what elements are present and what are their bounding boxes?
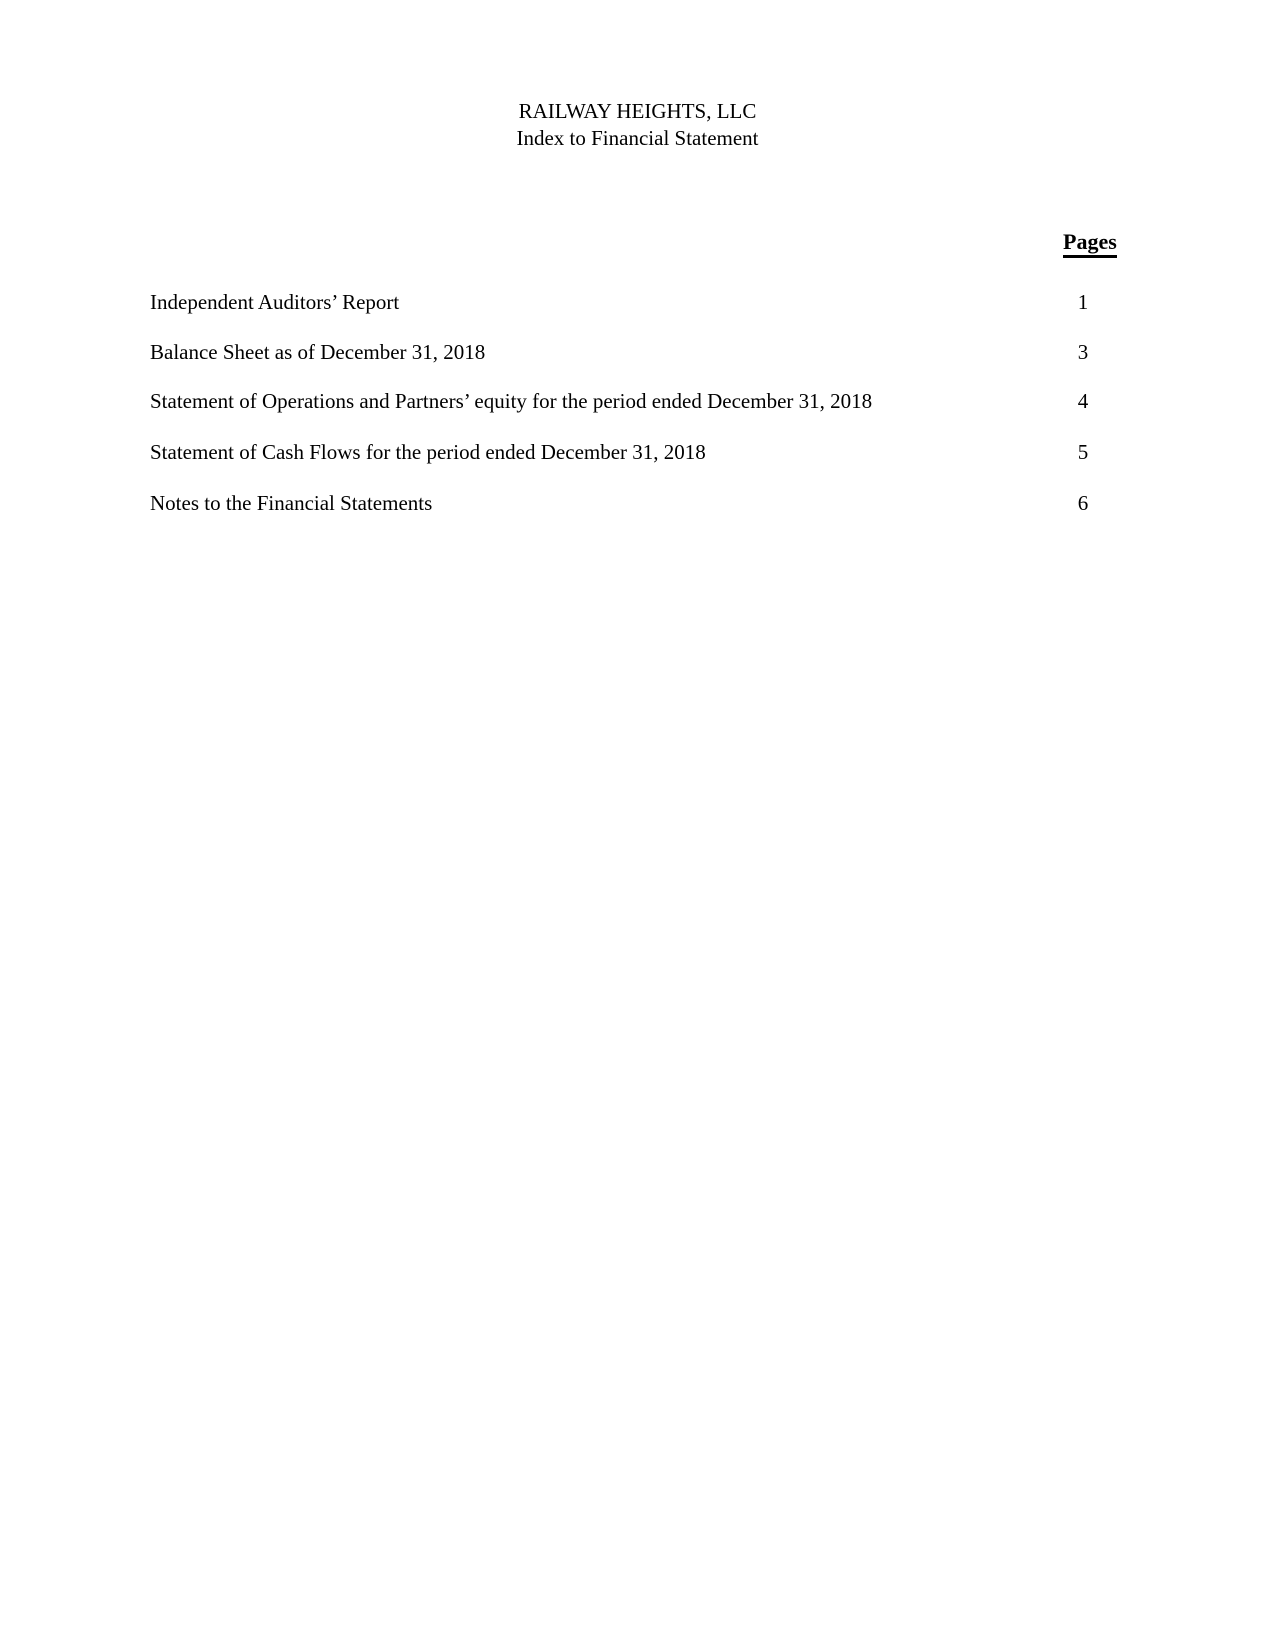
toc-entry-title: Notes to the Financial Statements bbox=[150, 491, 433, 515]
toc-entry-title: Balance Sheet as of December 31, 2018 bbox=[150, 340, 486, 364]
toc-entry-page: 3 bbox=[1077, 340, 1089, 364]
company-name: RAILWAY HEIGHTS, LLC bbox=[518, 99, 757, 123]
toc-entry-page: 1 bbox=[1077, 290, 1089, 314]
document-header bbox=[0, 98, 1275, 152]
toc-entry bbox=[150, 488, 1100, 518]
toc-entry bbox=[150, 287, 1100, 317]
toc-entry bbox=[150, 437, 1100, 467]
toc-entry-page: 5 bbox=[1077, 440, 1089, 464]
pages-column-heading: Pages bbox=[1063, 229, 1117, 258]
toc-entry bbox=[150, 337, 1100, 367]
toc-entry-title: Statement of Operations and Partners’ equity for the period ended December 31, 2018 bbox=[150, 389, 873, 413]
toc-entry-page: 4 bbox=[1077, 389, 1089, 413]
toc-entry-title: Statement of Cash Flows for the period ended December 31, 2018 bbox=[150, 440, 706, 464]
toc-entry bbox=[150, 386, 1100, 416]
toc-entry-title: Independent Auditors’ Report bbox=[150, 290, 400, 314]
toc-entry-page: 6 bbox=[1077, 491, 1089, 515]
document-subtitle: Index to Financial Statement bbox=[516, 126, 759, 150]
